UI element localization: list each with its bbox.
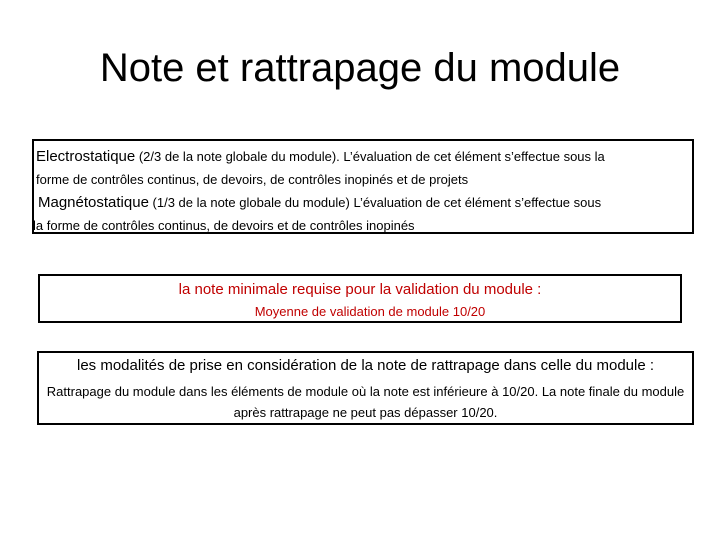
- magnetostatique-name: Magnétostatique: [38, 194, 149, 211]
- electrostatique-continuation: forme de contrôles continus, de devoirs, de contrôles inopinés et de projets: [36, 172, 469, 187]
- electrostatique-share: (2/3 de la note globale du module).: [135, 149, 340, 164]
- validation-value: Moyenne de validation de module 10/20: [254, 304, 486, 319]
- rattrapage-text: Rattrapage du module dans les éléments de module où la note est inférieure à 10/20. La note finale du module après rattrapage ne peut pas dépasser 10/20.: [46, 384, 685, 420]
- electrostatique-name: Electrostatique: [36, 148, 136, 165]
- magnetostatique-share: (1/3 de la note globale du module): [148, 195, 350, 210]
- rattrapage-box: [37, 351, 694, 425]
- evaluation-box: [32, 139, 694, 234]
- page-title: Note et rattrapage du module: [99, 46, 621, 90]
- validation-box: [38, 274, 682, 323]
- validation-heading: la note minimale requise pour la validation du module :: [178, 281, 542, 298]
- electrostatique-text: L’évaluation de cet élément s’effectue sous la: [339, 149, 605, 164]
- electrostatique-line: [36, 145, 688, 168]
- magnetostatique-continuation: la forme de contrôles continus, de devoirs et de contrôles inopinés: [33, 218, 415, 233]
- rattrapage-heading: les modalités de prise en considération de la note de rattrapage dans celle du module :: [76, 357, 655, 374]
- magnetostatique-text: L’évaluation de cet élément s’effectue sous: [349, 195, 602, 210]
- magnetostatique-line: [36, 191, 688, 214]
